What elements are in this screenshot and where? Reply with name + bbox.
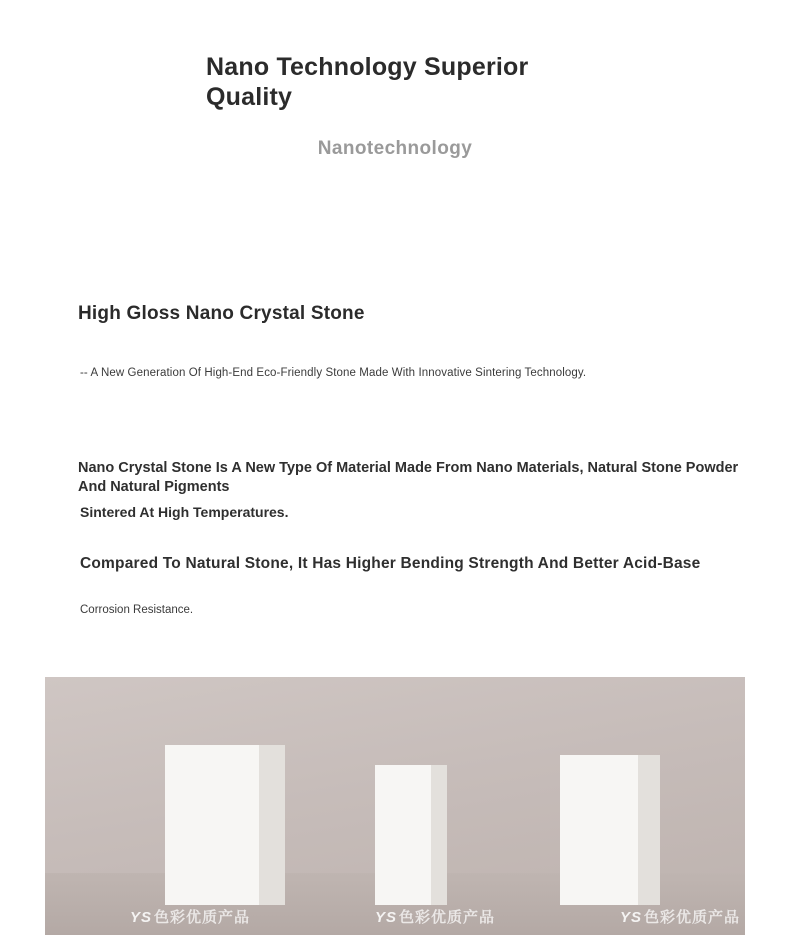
stone-slab-2 bbox=[375, 765, 447, 905]
watermark-3 bbox=[620, 906, 740, 927]
watermark-1 bbox=[130, 906, 250, 927]
page-subtitle: Nanotechnology bbox=[317, 138, 473, 159]
section-subheading: -- A New Generation Of High-End Eco-Friendly Stone Made With Innovative Sintering Technology. bbox=[80, 367, 587, 379]
watermark-brand-2: YS bbox=[375, 909, 398, 926]
watermark-brand-1: YS bbox=[130, 909, 153, 926]
page-title: Nano Technology Superior Quality bbox=[206, 53, 529, 111]
stone-slab-3-edge bbox=[638, 755, 660, 905]
stone-slab-3 bbox=[560, 755, 660, 905]
product-photo bbox=[45, 677, 745, 935]
body-paragraph-line-3: Compared To Natural Stone, It Has Higher Bending Strength And Better Acid-Base bbox=[80, 555, 701, 572]
section-heading: High Gloss Nano Crystal Stone bbox=[78, 303, 365, 324]
body-paragraph-line-1 bbox=[78, 459, 790, 497]
body-paragraph-line-2: Sintered At High Temperatures. bbox=[80, 504, 289, 520]
watermark-text-1: 色彩优质产品 bbox=[154, 909, 251, 926]
stone-slab-1 bbox=[165, 745, 285, 905]
watermark-text-3: 色彩优质产品 bbox=[644, 909, 741, 926]
watermark-2 bbox=[375, 906, 495, 927]
body-paragraph-line-1-part-2: And Natural Pigments bbox=[78, 479, 230, 495]
watermark-brand-3: YS bbox=[620, 909, 643, 926]
body-paragraph-line-4: Corrosion Resistance. bbox=[80, 604, 194, 616]
stone-slab-2-edge bbox=[431, 765, 447, 905]
body-paragraph-line-1-part-1: Nano Crystal Stone Is A New Type Of Material Made From Nano Materials, Natural Stone Powder bbox=[78, 460, 739, 476]
watermark-text-2: 色彩优质产品 bbox=[399, 909, 496, 926]
stone-slab-1-edge bbox=[259, 745, 285, 905]
